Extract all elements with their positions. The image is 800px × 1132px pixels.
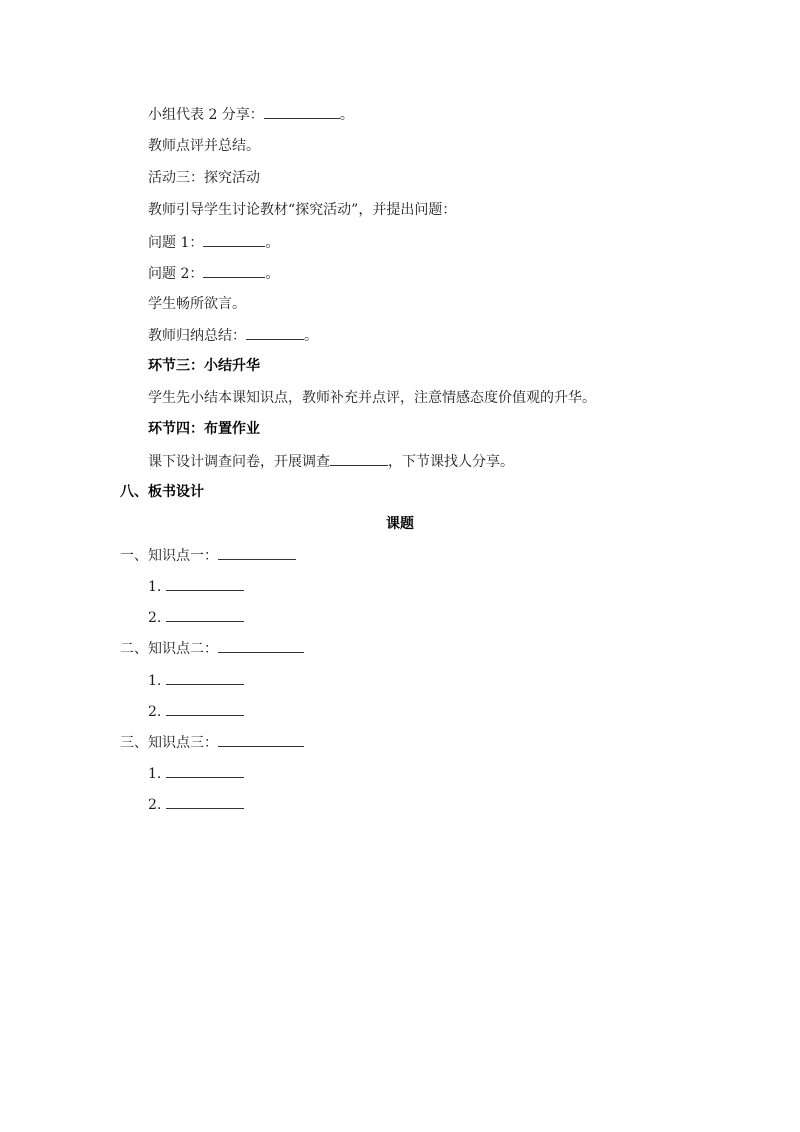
question-2-line <box>148 265 279 282</box>
sub-number: 1. <box>148 673 162 689</box>
period: 。 <box>339 107 354 123</box>
fill-blank <box>246 327 304 340</box>
sub-number: 1. <box>148 766 162 782</box>
fill-blank <box>166 796 244 809</box>
fill-blank <box>166 578 244 591</box>
teacher-summary-line <box>148 327 318 344</box>
fill-blank <box>218 640 304 653</box>
group-rep-2-share-line <box>148 106 354 123</box>
knowledge-point-1-sub-1 <box>148 578 244 595</box>
homework-suffix: ，下节课找人分享。 <box>388 454 514 470</box>
knowledge-point-3-sub-2 <box>148 796 244 813</box>
teacher-guide-line: 教师引导学生讨论教材“探究活动”，并提出问题： <box>148 202 457 218</box>
teacher-comment-line: 教师点评并总结。 <box>148 138 260 154</box>
knowledge-point-2-sub-2 <box>148 703 244 720</box>
fill-blank <box>203 234 265 247</box>
question-2-label: 问题 2： <box>148 266 204 282</box>
knowledge-point-3 <box>120 734 304 751</box>
section-eight-heading: 八、板书设计 <box>120 484 204 500</box>
students-speak-line: 学生畅所欲言。 <box>148 296 246 312</box>
question-1-line <box>148 234 279 251</box>
sub-number: 1. <box>148 579 162 595</box>
knowledge-point-1 <box>120 547 296 564</box>
fill-blank <box>166 609 244 622</box>
sub-number: 2. <box>148 704 162 720</box>
activity-three-line: 活动三：探究活动 <box>148 170 260 186</box>
fill-blank <box>218 734 304 747</box>
knowledge-point-1-sub-2 <box>148 609 244 626</box>
knowledge-point-label: 一、知识点一： <box>120 548 218 564</box>
knowledge-point-2 <box>120 640 304 657</box>
step-three-heading: 环节三：小结升华 <box>148 358 260 374</box>
fill-blank <box>330 453 388 466</box>
period: 。 <box>265 266 280 282</box>
knowledge-point-3-sub-1 <box>148 765 244 782</box>
knowledge-point-2-sub-1 <box>148 672 244 689</box>
period: 。 <box>265 235 280 251</box>
sub-number: 2. <box>148 797 162 813</box>
board-title: 课题 <box>386 516 414 532</box>
knowledge-point-label: 三、知识点三： <box>120 735 218 751</box>
homework-line <box>148 453 514 470</box>
period: 。 <box>304 328 318 344</box>
teacher-summary-label: 教师归纳总结： <box>148 328 246 344</box>
summary-paragraph: 学生先小结本课知识点，教师补充并点评，注意情感态度价值观的升华。 <box>148 390 596 406</box>
fill-blank <box>218 547 296 560</box>
fill-blank <box>203 265 265 278</box>
step-four-heading: 环节四：布置作业 <box>148 421 260 437</box>
fill-blank <box>166 703 244 716</box>
sub-number: 2. <box>148 610 162 626</box>
fill-blank <box>166 765 244 778</box>
fill-blank <box>166 672 244 685</box>
homework-label: 课下设计调查问卷，开展调查 <box>148 454 330 470</box>
question-1-label: 问题 1： <box>148 235 204 251</box>
fill-blank <box>264 106 340 119</box>
knowledge-point-label: 二、知识点二： <box>120 641 218 657</box>
group-rep-2-label: 小组代表 2 分享： <box>148 107 264 123</box>
